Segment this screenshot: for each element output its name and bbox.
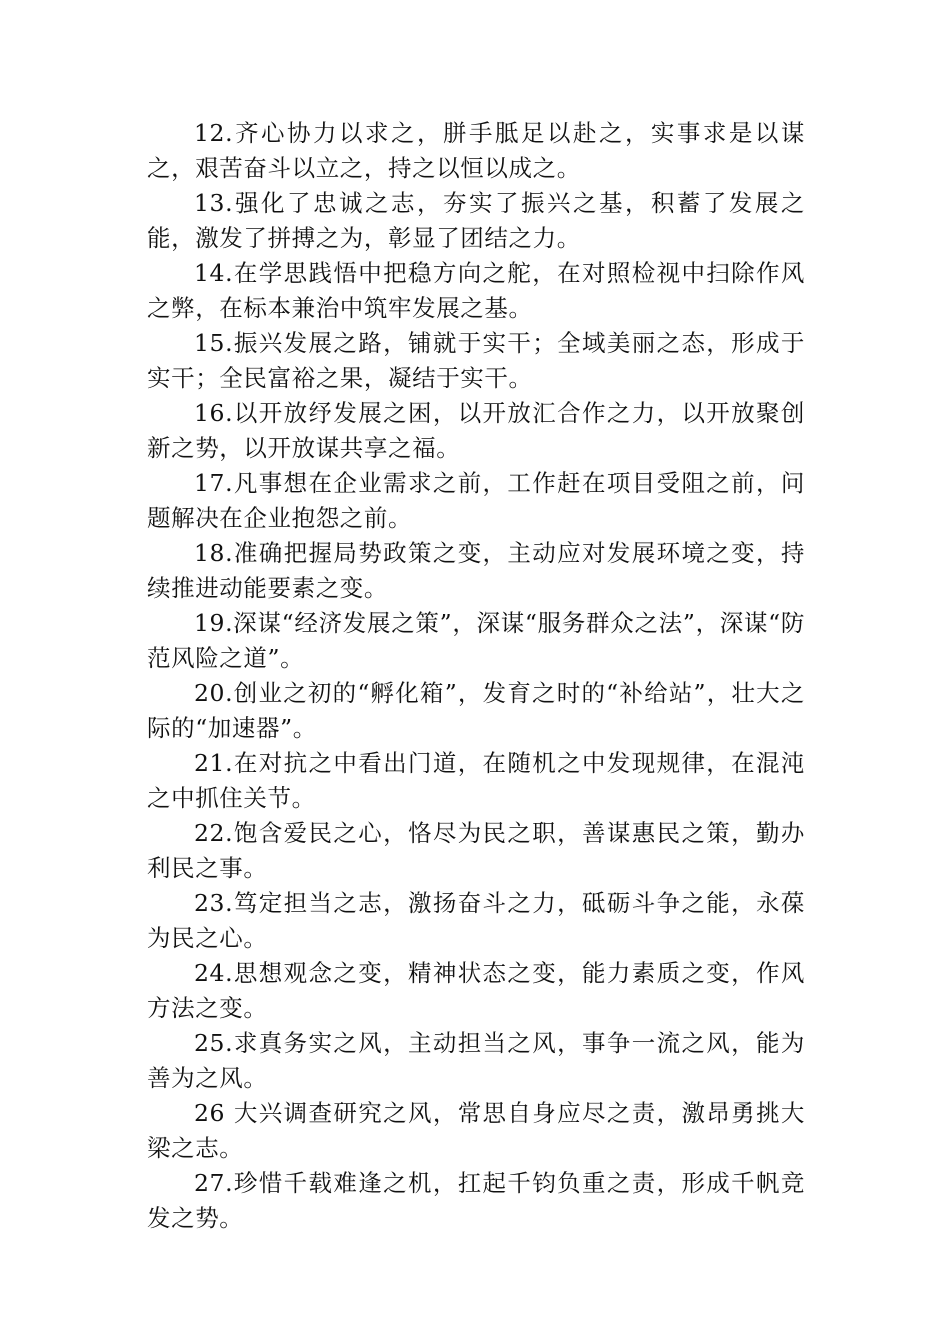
paragraph-14: 14.在学思践悟中把稳方向之舵，在对照检视中扫除作风之弊，在标本兼治中筑牢发展之基。 (147, 259, 805, 322)
paragraph-25: 25.求真务实之风，主动担当之风，事争一流之风，能为善为之风。 (147, 1029, 805, 1092)
paragraph-18: 18.准确把握局势政策之变，主动应对发展环境之变，持续推进动能要素之变。 (147, 539, 805, 602)
paragraph-19: 19.深谋“经济发展之策”，深谋“服务群众之法”，深谋“防范风险之道”。 (147, 609, 805, 672)
paragraph-23: 23.笃定担当之志，激扬奋斗之力，砥砺斗争之能，永葆为民之心。 (147, 889, 805, 952)
paragraph-17: 17.凡事想在企业需求之前，工作赶在项目受阻之前，问题解决在企业抱怨之前。 (147, 469, 805, 532)
document-body (147, 116, 805, 1236)
paragraph-16: 16.以开放纾发展之困，以开放汇合作之力，以开放聚创新之势，以开放谋共享之福。 (147, 399, 805, 462)
paragraph-22: 22.饱含爱民之心，恪尽为民之职，善谋惠民之策，勤办利民之事。 (147, 819, 805, 882)
paragraph-24: 24.思想观念之变，精神状态之变，能力素质之变，作风方法之变。 (147, 959, 805, 1022)
paragraph-21: 21.在对抗之中看出门道，在随机之中发现规律，在混沌之中抓住关节。 (147, 749, 805, 812)
paragraph-12: 12.齐心协力以求之，胼手胝足以赴之，实事求是以谋之，艰苦奋斗以立之，持之以恒以成之。 (147, 119, 805, 182)
paragraph-26: 26 大兴调查研究之风，常思自身应尽之责，激昂勇挑大梁之志。 (147, 1099, 805, 1162)
paragraph-15: 15.振兴发展之路，铺就于实干；全域美丽之态，形成于实干；全民富裕之果，凝结于实干。 (147, 329, 805, 392)
paragraph-27: 27.珍惜千载难逢之机，扛起千钧负重之责，形成千帆竞发之势。 (147, 1169, 805, 1232)
paragraph-13: 13.强化了忠诚之志，夯实了振兴之基，积蓄了发展之能，激发了拼搏之为，彰显了团结之力。 (147, 189, 805, 252)
paragraph-20: 20.创业之初的“孵化箱”，发育之时的“补给站”，壮大之际的“加速器”。 (147, 679, 805, 742)
